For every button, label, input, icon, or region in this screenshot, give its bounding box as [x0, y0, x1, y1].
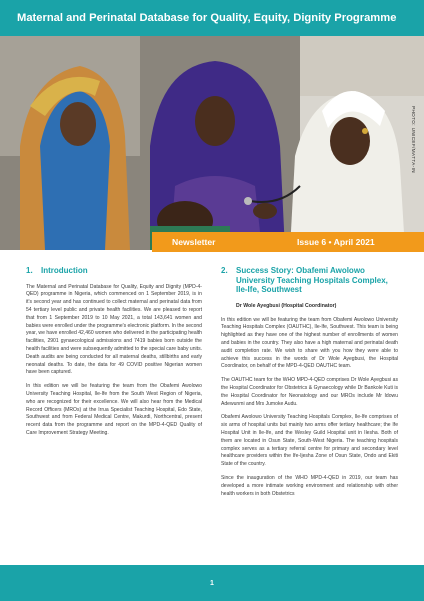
story-paragraph-3: Obafemi Awolowo University Teaching Hospitals Complex, Ile-Ife comprises of six arms of hospital units but mainly two arms offer tertiary healthcare; the Ife Hospital Unit in Ile-Ife, and the Wesley Guild Hospital unit in Ilesha. Both of them are located in Osun State, South-West Nigeria. The teaching hospitals complex serves as a tertiary referral centre for primary and secondary level healthcare providers within the Ife-Ijesha Zone of Osun State, Ondo and Ekiti State of the country. — [221, 414, 398, 468]
footer-bar — [0, 565, 424, 601]
intro-heading — [26, 266, 202, 276]
header-title: Maternal and Perinatal Database for Quality, Equity, Dignity Programme — [17, 12, 397, 24]
photo-credit: PHOTO: UNICEF/MATTA-IN — [411, 106, 416, 173]
story-heading — [221, 266, 398, 295]
story-number: 2. — [221, 266, 228, 275]
intro-paragraph-2: In this edition we will be featuring the team from the Obafemi Awolowo University Teaching Hospital, Ile-Ife from the South West Region of Nigeria, who are recognized for their excellence. We will also hear from the Medical Record Officers (MROs) at the Irrua Specialist Teaching Hospital, Edo State, Southwest and from Federal Medical Centre, Makurdi, Northcentral, present recent data from the programme and report on the MPD-4-QED Quality of Care Improvement Strategy Meeting. — [26, 383, 202, 436]
issue-label: Issue 6 • April 2021 — [297, 237, 375, 247]
newsletter-label: Newsletter — [172, 237, 216, 247]
cover-photo-illustration — [0, 36, 424, 250]
header-banner — [0, 0, 424, 36]
intro-number: 1. — [26, 266, 33, 275]
intro-title: Introduction — [41, 266, 88, 275]
story-title: Success Story: Obafemi Awolowo University Teaching Hospitals Complex, Ile-Ife, Southwest — [236, 266, 388, 295]
story-paragraph-1: In this edition we will be featuring the team from Obafemi Awolowo University Teaching Hospitals Complex (OAUTHC), Ile-Ife, Southwest. This team is being highlighted as they have one of the highest number of enrollments of women and babies in the country. They also have a high maternal and perinatal death audit completion rate. We wish to share with you how they were able to achieve this success in the words of Dr Wole Ayegbusi, the Hospital Coordinator, on behalf of the MPD-4-QED OAUTHC team. — [221, 316, 398, 370]
issue-strip — [152, 232, 424, 252]
left-column — [26, 266, 202, 444]
right-column — [221, 266, 398, 504]
story-paragraph-4: Since the inauguration of the WHO MPD-4-QED in 2019, our team has developed a more intimate working environment and relationship with other health workers in both Obstetrics — [221, 474, 398, 497]
intro-paragraph-1: The Maternal and Perinatal Database for Quality, Equity and Dignity (MPD-4-QED) programme in Nigeria, which commenced on 1 September 2019, is in it's second year and has continued to collect maternal and perinatal data from 54 tertiary level public and private health facilities. We are pleased to report that from 1 September 2019 to 10 May 2021, a total 143,641 women and babies were enrolled under the programme's electronic platform. In the second year, we have enrolled 42,460 women who delivered in the participating health facilities, 2901 gynaecological admissions and 7419 babies born outside the health facilities and were subsequently admitted to the special care baby units. Death audits are being conducted for all maternal deaths, stillbirths and early neonatal deaths. To date, the data for 49 COVID positive Nigerian women have been captured. — [26, 283, 202, 376]
story-byline: Dr Wole Ayegbusi (Hospital Coordinator) — [236, 302, 337, 309]
page-number: 1 — [210, 579, 214, 587]
story-paragraph-2: The OAUTHC team for the WHO MPD-4-QED comprises Dr Wole Ayegbusi as the Hospital Coordinator for Obstetrics & Gynaecology while Dr Bankole Kuti is the Hospital Coordinator for Neonatology and our MROs include Mr Idowu Adewunmi and Mrs Jumoke Audu. — [221, 377, 398, 407]
cover-photo — [0, 36, 424, 250]
